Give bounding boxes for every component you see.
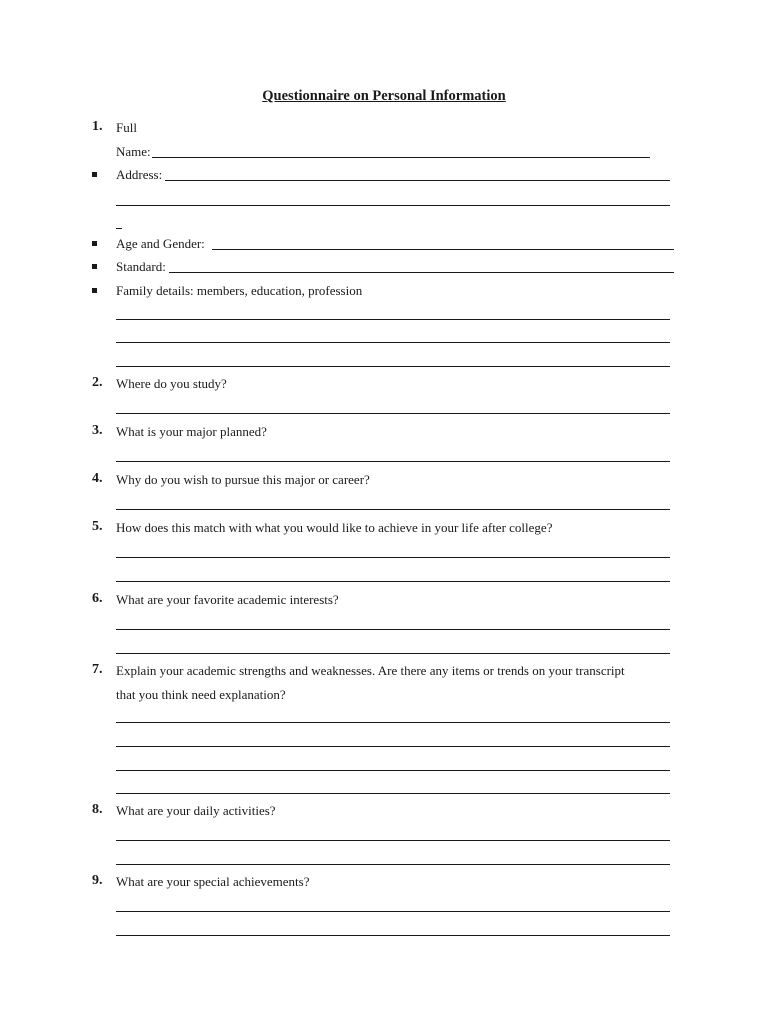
family-answer-line[interactable] [116, 366, 670, 367]
question-number-5: 5. [92, 519, 103, 534]
page-title: Questionnaire on Personal Information [262, 88, 506, 104]
address-label: Address: [116, 167, 163, 182]
question-number-4: 4. [92, 471, 103, 486]
age-gender-label: Age and Gender: [116, 236, 205, 251]
answer-line[interactable] [116, 557, 670, 558]
standard-label: Standard: [116, 259, 166, 274]
question-text-7-continued: that you think need explanation? [116, 687, 286, 702]
question-number-3: 3. [92, 423, 103, 438]
answer-line[interactable] [116, 864, 670, 865]
question-text-3: What is your major planned? [116, 424, 267, 439]
answer-line[interactable] [116, 722, 670, 723]
answer-line[interactable] [116, 840, 670, 841]
question-number-8: 8. [92, 802, 103, 817]
name-answer-line[interactable] [152, 157, 650, 158]
question-text-6: What are your favorite academic interests? [116, 592, 339, 607]
question-number-9: 9. [92, 873, 103, 888]
question-text-5: How does this match with what you would like to achieve in your life after college? [116, 520, 553, 535]
family-answer-line[interactable] [116, 342, 670, 343]
address-answer-line-end [116, 228, 122, 229]
family-answer-line[interactable] [116, 319, 670, 320]
answer-line[interactable] [116, 770, 670, 771]
address-answer-line-2[interactable] [116, 205, 670, 206]
standard-answer-line[interactable] [169, 272, 674, 273]
question-text-7: Explain your academic strengths and weaknesses. Are there any items or trends on your transcript [116, 663, 625, 678]
full-label: Full [116, 120, 137, 135]
answer-line[interactable] [116, 935, 670, 936]
bullet-icon [92, 264, 97, 269]
answer-line[interactable] [116, 653, 670, 654]
address-answer-line[interactable] [165, 180, 670, 181]
answer-line[interactable] [116, 509, 670, 510]
answer-line[interactable] [116, 911, 670, 912]
answer-line[interactable] [116, 793, 670, 794]
bullet-icon [92, 241, 97, 246]
answer-line[interactable] [116, 746, 670, 747]
answer-line[interactable] [116, 581, 670, 582]
question-number-7: 7. [92, 662, 103, 677]
question-number-6: 6. [92, 591, 103, 606]
bullet-icon [92, 172, 97, 177]
bullet-icon [92, 288, 97, 293]
age-gender-answer-line[interactable] [212, 249, 674, 250]
question-text-9: What are your special achievements? [116, 874, 310, 889]
question-number-1: 1. [92, 119, 103, 134]
answer-line[interactable] [116, 413, 670, 414]
answer-line[interactable] [116, 629, 670, 630]
question-text-8: What are your daily activities? [116, 803, 276, 818]
name-label: Name: [116, 144, 151, 159]
answer-line[interactable] [116, 461, 670, 462]
family-label: Family details: members, education, profession [116, 283, 363, 298]
question-text-4: Why do you wish to pursue this major or career? [116, 472, 370, 487]
question-text-2: Where do you study? [116, 376, 227, 391]
question-number-2: 2. [92, 375, 103, 390]
